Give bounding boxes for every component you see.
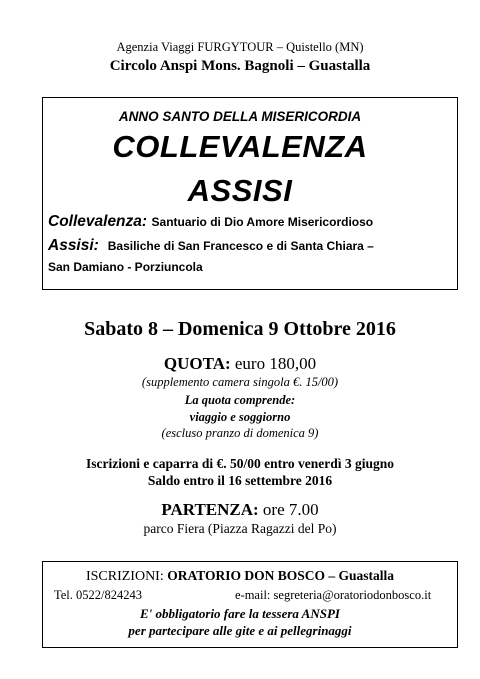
destination-collevalenza: COLLEVALENZA — [112, 129, 368, 164]
detail-collevalenza — [48, 213, 373, 231]
anno-santo-heading: ANNO SANTO DELLA MISERICORDIA — [118, 109, 362, 124]
quota-line — [0, 354, 480, 374]
contact-email: e-mail: segreteria@oratoriodonbosco.it — [235, 588, 432, 602]
agency-line: Agenzia Viaggi FURGYTOUR – Quistello (MN) — [116, 40, 364, 54]
detail-assisi — [48, 237, 374, 255]
destination-assisi: ASSISI — [187, 173, 293, 208]
iscrizioni-org: ORATORIO DON BOSCO – Guastalla — [167, 568, 395, 583]
iscrizioni-label: ISCRIZIONI: — [85, 569, 164, 584]
iscrizioni-line — [0, 568, 480, 585]
trip-dates: Sabato 8 – Domenica 9 Ottobre 2016 — [84, 318, 396, 340]
detail-collevalenza-name: Collevalenza: — [48, 213, 148, 230]
quota-label: QUOTA: — [163, 354, 231, 373]
detail-collevalenza-desc: Santuario di Dio Amore Misericordioso — [151, 215, 374, 229]
partenza-label: PARTENZA: — [161, 500, 259, 519]
partenza-time: ore 7.00 — [262, 500, 319, 519]
detail-assisi-name: Assisi: — [48, 237, 99, 254]
departure-place: parco Fiera (Piazza Ragazzi del Po) — [143, 521, 337, 536]
iscrizioni-deadline: Iscrizioni e caparra di €. 50/00 entro venerdì 3 giugno — [86, 456, 394, 471]
detail-assisi-desc: Basiliche di San Francesco e di Santa Chiara – — [107, 239, 374, 253]
quota-includes: viaggio e soggiorno — [189, 410, 291, 424]
saldo-deadline: Saldo entro il 16 settembre 2016 — [147, 473, 333, 488]
anspi-requirement-cont: per partecipare alle gite e ai pellegrinaggi — [128, 623, 352, 638]
quota-comprende: La quota comprende: — [184, 393, 296, 407]
anspi-requirement: E' obbligatorio fare la tessera ANSPI — [140, 606, 340, 621]
circolo-line: Circolo Anspi Mons. Bagnoli – Guastalla — [109, 58, 371, 74]
supplemento-note: (supplemento camera singola €. 15/00) — [141, 375, 339, 389]
detail-assisi-desc-cont: San Damiano - Porziuncola — [48, 260, 203, 274]
quota-value: euro 180,00 — [234, 354, 317, 373]
quota-excludes: (escluso pranzo di domenica 9) — [161, 426, 319, 440]
partenza-line — [0, 500, 480, 520]
contact-phone: Tel. 0522/824243 — [54, 588, 143, 602]
